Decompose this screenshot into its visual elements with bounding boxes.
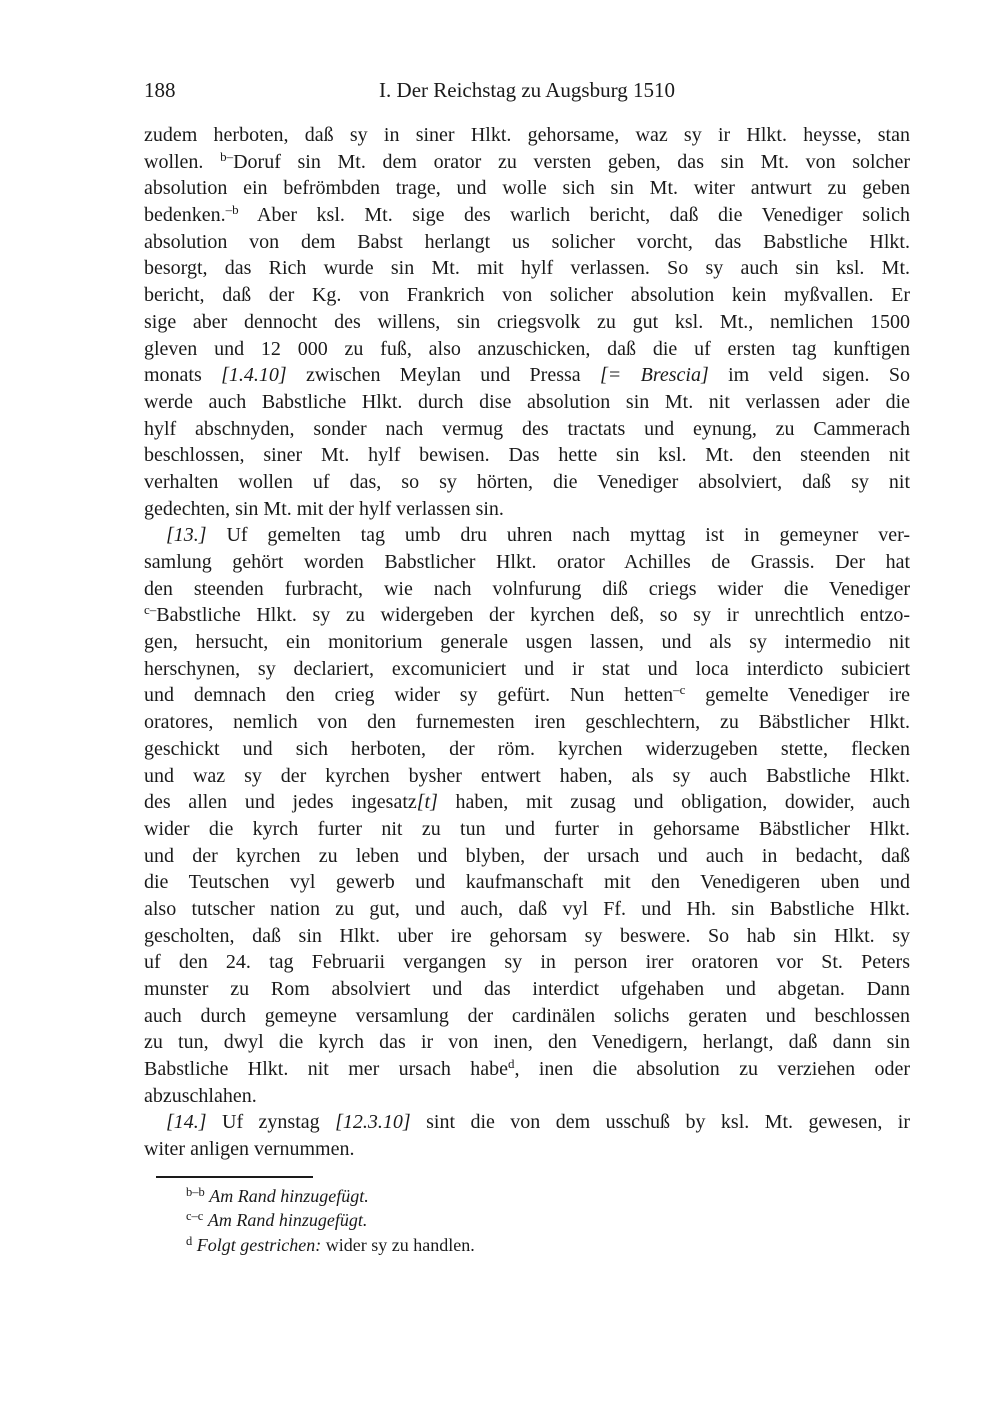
text-run: monats [144, 364, 222, 387]
body-line [144, 1029, 910, 1056]
text-run: zudem herboten, daß sy in siner Hlkt. gehorsame, waz sy ir Hlkt. heysse, stan [144, 124, 910, 146]
footnote-line [144, 1233, 910, 1258]
text-run: bedenken. [144, 204, 226, 227]
italic-text-run: Folgt gestrichen: [196, 1234, 322, 1255]
body-line [144, 175, 910, 202]
body-line [144, 336, 910, 363]
text-run: sint die von dem usschuß by ksl. Mt. gewesen, ir [410, 1111, 910, 1134]
body-line [144, 229, 910, 256]
text-run: und waz sy der kyrchen bysher entwert haben, als sy auch Babstliche Hlkt. [144, 764, 910, 787]
body-line [144, 1109, 910, 1136]
text-run: beschlossen, siner Mt. hylf bewisen. Das hette sin ksl. Mt. den steenden nit [144, 444, 910, 467]
body-line [144, 976, 910, 1003]
note-marker: c–c [186, 1209, 204, 1224]
body-line [144, 442, 910, 469]
body-line [144, 255, 910, 282]
note-marker: c– [144, 602, 157, 618]
body-line [144, 869, 910, 896]
note-marker: d [507, 1056, 515, 1072]
text-run: und demnach den crieg wider sy gefürt. Nun hetten [144, 684, 674, 707]
text-run: gemelte Venediger ire [685, 684, 910, 707]
text-run: bericht, daß der Kg. von Frankrich von solicher absolution kein myßvallen. Er [144, 284, 910, 307]
text-run: haben, mit zusag und obligation, dowider, auch [437, 791, 910, 814]
body-line [144, 629, 910, 656]
body-line [144, 149, 910, 176]
body-line [144, 763, 910, 790]
body-line [144, 602, 910, 629]
text-run: munster zu Rom absolviert und das interdict ufgehaben und abgetan. Dann [144, 978, 910, 1000]
italic-text-run: [12.3.10] [335, 1111, 411, 1134]
body-line [144, 949, 910, 976]
text-run: samlung gehört worden Babstlicher Hlkt. orator Achilles de Grassis. Der hat [144, 551, 910, 573]
body-line [144, 309, 910, 336]
text-run: des allen und jedes ingesatz [144, 791, 417, 814]
text-run: wollen. [144, 150, 221, 173]
body-line [144, 122, 910, 149]
italic-text-run: [13.] [166, 524, 207, 547]
text-run: also tutscher nation zu gut, und auch, daß vyl Ff. und Hh. sin Babstliche Hlkt. [144, 897, 910, 920]
text-run: , inen die absolution zu verziehen oder [514, 1058, 910, 1081]
text-run: zu tun, dwyl die kyrch das ir von inen, den Venedigern, herlangt, daß dann sin [144, 1031, 910, 1054]
body-line [144, 1136, 910, 1163]
note-marker: b– [220, 148, 234, 164]
body-line [144, 896, 910, 923]
running-head-title: I. Der Reichstag zu Augsburg 1510 [379, 78, 675, 102]
text-run: und der kyrchen zu leben und blyben, der ursach und auch in bedacht, daß [144, 844, 910, 867]
body-line [144, 1003, 910, 1030]
body-line [144, 923, 910, 950]
body-line [144, 843, 910, 870]
body-line [144, 1083, 910, 1110]
italic-text-run: [1.4.10] [221, 364, 287, 387]
body-line [144, 362, 910, 389]
text-run: uf den 24. tag Februarii vergangen sy in person irer oratoren vor St. Peters [144, 951, 910, 974]
text-run: Babstliche Hlkt. nit mer ursach habe [144, 1058, 508, 1081]
body-line [144, 282, 910, 309]
text-run: gescholten, daß sin Hlkt. uber ire gehorsam sy beswere. So hab sin Hlkt. sy [144, 924, 910, 947]
text-run: Uf zynstag [206, 1111, 336, 1134]
italic-text-run: [t] [416, 791, 438, 814]
text-run: wider die kyrch furter nit zu tun und furter in gehorsame Bäbstlicher Hlkt. [144, 817, 910, 840]
text-run: werde auch Babstliche Hlkt. durch dise absolution sin Mt. nit verlassen ader die [144, 390, 910, 413]
italic-text-run: Am Rand hinzugefügt. [207, 1210, 368, 1231]
footnote-line [144, 1184, 910, 1209]
italic-text-run: [14.] [166, 1111, 207, 1134]
note-marker: d [186, 1233, 193, 1248]
body-line [144, 469, 910, 496]
note-marker: –c [673, 682, 686, 698]
text-run: Aber ksl. Mt. sige des warlich bericht, daß die Venediger solich [238, 204, 910, 227]
text-run: absolution von dem Babst herlangt us solicher vorcht, das Babstliche Hlkt. [144, 230, 910, 253]
body-line [144, 576, 910, 603]
text-block [144, 78, 910, 1257]
body-line [144, 496, 910, 523]
text-run: geschickt und sich herboten, der röm. kyrchen widerzugeben stette, flecken [144, 737, 910, 760]
body-line [144, 416, 910, 443]
text-run: sige aber dennocht des willens, sin criegsvolk zu gut ksl. Mt., nemlichen 1500 [144, 310, 910, 333]
page-number: 188 [144, 78, 176, 102]
text-run: den steenden furbracht, wie nach volnfurung diß criegs wider die Venediger [144, 577, 910, 600]
text-run: Doruf sin Mt. dem orator zu versten geben, das sin Mt. von solcher [233, 150, 910, 173]
body-line [144, 389, 910, 416]
running-header [144, 78, 910, 108]
text-run: auch durch gemeyne versamlung der cardinälen solichs geraten und beschlossen [144, 1004, 910, 1027]
body-text [144, 122, 910, 1163]
italic-text-run: [= Brescia] [600, 364, 709, 387]
body-line [144, 656, 910, 683]
text-run: absolution ein befrömbden trage, und wolle sich sin Mt. witer antwurt zu geben [144, 177, 910, 200]
text-run: Uf gemelten tag umb dru uhren nach myttag ist in gemeyner ver- [206, 524, 910, 547]
body-line [144, 522, 910, 549]
text-run: die Teutschen vyl gewerb und kaufmanschaft mit den Venedigeren uben und [144, 871, 910, 894]
text-run: herschynen, sy declariert, excomuniciert und ir stat und loca interdicto subiciert [144, 657, 910, 680]
body-line [144, 682, 910, 709]
body-line [144, 1056, 910, 1083]
footnote-line [144, 1208, 910, 1233]
text-run: Babstliche Hlkt. sy zu widergeben der kyrchen deß, so sy ir unrechtlich entzo- [156, 604, 910, 627]
text-run: besorgt, das Rich wurde sin Mt. mit hylf verlassen. So sy auch sin ksl. Mt. [144, 257, 910, 280]
footnotes [144, 1184, 910, 1258]
text-run: witer anligen vernummen. [144, 1138, 355, 1161]
note-marker: b–b [186, 1184, 205, 1199]
body-line [144, 789, 910, 816]
footnote-separator-rule [156, 1176, 313, 1178]
text-run: im veld sigen. So [708, 364, 910, 387]
body-line [144, 816, 910, 843]
text-run: zwischen Meylan und Pressa [286, 364, 600, 387]
text-run: gen, hersucht, ein monitorium generale usgen lassen, und als sy intermedio nit [144, 631, 910, 654]
body-line [144, 709, 910, 736]
text-run: oratores, nemlich von den furnemesten iren geschlechtern, zu Bäbstlicher Hlkt. [144, 711, 910, 734]
body-line [144, 549, 910, 576]
text-run: gedechten, sin Mt. mit der hylf verlassen sin. [144, 497, 504, 520]
body-line [144, 202, 910, 229]
text-run: wider sy zu handlen. [321, 1234, 475, 1255]
text-run: gleven und 12 000 zu fuß, also anzuschicken, daß die uf ersten tag kunftigen [144, 337, 910, 360]
body-line [144, 736, 910, 763]
text-run: hylf abschnyden, sonder nach vermug des tractats und eynung, zu Cammerach [144, 417, 910, 440]
text-run: verhalten wollen uf das, so sy hörten, die Venediger absolviert, daß sy nit [144, 470, 910, 493]
italic-text-run: Am Rand hinzugefügt. [209, 1185, 369, 1206]
note-marker: –b [225, 202, 239, 218]
text-run: abzuschlahen. [144, 1084, 257, 1107]
